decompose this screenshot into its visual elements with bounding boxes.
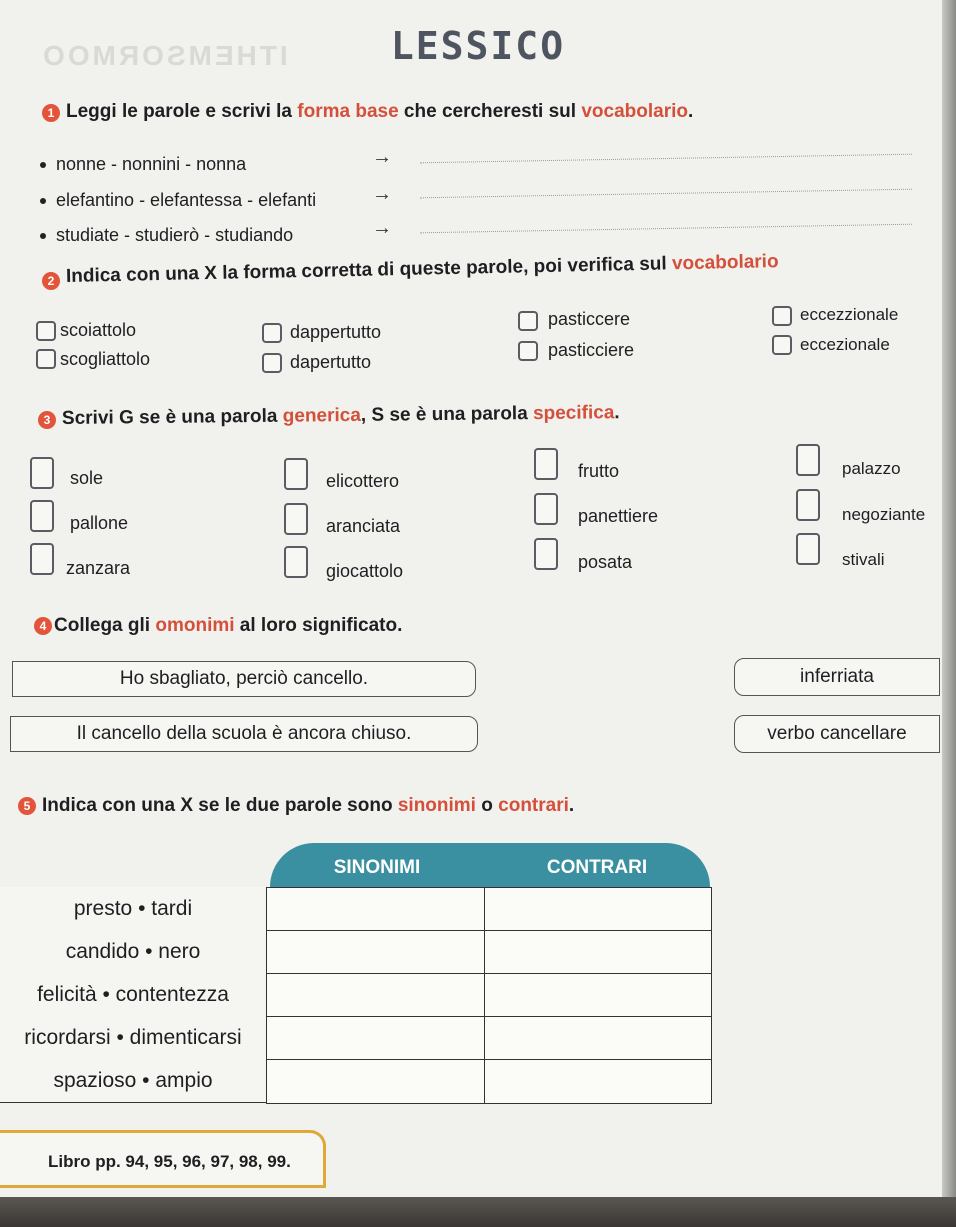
arrow-icon: → (372, 183, 392, 205)
word-pallone: pallone (70, 513, 129, 533)
checkbox-dapertutto[interactable] (262, 353, 282, 373)
page-edge (942, 0, 956, 1227)
word-frutto: frutto (578, 461, 620, 481)
checkbox-pasticcere[interactable] (518, 311, 538, 331)
word-panettiere: panettiere (578, 506, 659, 526)
checkbox-dappertutto[interactable] (262, 323, 282, 343)
word-giocattolo: giocattolo (326, 561, 404, 581)
cell-contrari-3[interactable] (484, 973, 712, 1018)
book-pages-note: Libro pp. 94, 95, 96, 97, 98, 99. (0, 1130, 326, 1188)
option-eccezionale: eccezionale (800, 335, 890, 354)
bleed-through-text: ITHEMSORMOO (40, 40, 288, 71)
exercise-4-instruction: Collega gli omonimi al loro significato. (54, 615, 403, 636)
arrow-icon: → (372, 217, 392, 239)
exercise-3-instruction: Scrivi G se è una parola generica, S se è una parola specifica. (61, 402, 620, 429)
option-dapertutto: dapertutto (290, 352, 372, 372)
word-sole: sole (70, 468, 104, 488)
cell-contrari-5[interactable] (484, 1059, 712, 1104)
meaning-inferriata[interactable]: inferriata (734, 658, 940, 696)
cell-sinonimi-5[interactable] (266, 1059, 486, 1104)
word-aranciata: aranciata (326, 516, 401, 536)
box-zanzara[interactable] (30, 543, 54, 575)
exercise-1-number: 1 (42, 104, 60, 122)
sentence-1[interactable]: Ho sbagliato, perciò cancello. (12, 661, 476, 697)
option-scoiattolo: scoiattolo (60, 320, 137, 340)
exercise-2-number: 2 (42, 272, 60, 290)
cell-sinonimi-1[interactable] (266, 887, 486, 932)
column-header-sinonimi: SINONIMI (270, 843, 484, 887)
box-palazzo[interactable] (796, 444, 820, 476)
meaning-verbo-cancellare[interactable]: verbo cancellare (734, 715, 940, 753)
checkbox-scoiattolo[interactable] (36, 321, 56, 341)
box-negoziante[interactable] (796, 489, 820, 521)
word-negoziante: negoziante (842, 505, 926, 524)
sentence-2[interactable]: Il cancello della scuola è ancora chiuso. (10, 716, 478, 752)
pair-row-3: felicità • contentezza (0, 973, 266, 1017)
option-scogliattolo: scogliattolo (60, 349, 151, 369)
pair-row-5: spazioso • ampio (0, 1059, 266, 1103)
floor-strip (0, 1197, 956, 1227)
box-stivali[interactable] (796, 533, 820, 565)
box-frutto[interactable] (534, 448, 558, 480)
pair-row-4: ricordarsi • dimenticarsi (0, 1016, 266, 1060)
exercise-5-instruction: Indica con una X se le due parole sono sinonimi o contrari. (42, 795, 575, 816)
box-panettiere[interactable] (534, 493, 558, 525)
checkbox-scogliattolo[interactable] (36, 349, 56, 369)
cell-contrari-2[interactable] (484, 930, 712, 975)
option-eccezzionale: eccezzionale (800, 305, 899, 324)
box-posata[interactable] (534, 538, 558, 570)
cell-sinonimi-2[interactable] (266, 930, 486, 975)
exercise-5-number: 5 (18, 797, 36, 815)
cell-contrari-1[interactable] (484, 887, 712, 932)
box-elicottero[interactable] (284, 458, 308, 490)
option-pasticcere: pasticcere (548, 309, 631, 329)
cell-sinonimi-3[interactable] (266, 973, 486, 1018)
pair-row-1: presto • tardi (0, 887, 266, 931)
cell-sinonimi-4[interactable] (266, 1016, 486, 1061)
page-title: LESSICO (390, 24, 566, 68)
ex1-item-1: nonne - nonnini - nonna (56, 154, 247, 174)
box-pallone[interactable] (30, 500, 54, 532)
ex1-item-3: studiate - studierò - studiando (56, 225, 294, 245)
word-palazzo: palazzo (842, 459, 901, 478)
cell-contrari-4[interactable] (484, 1016, 712, 1061)
word-stivali: stivali (842, 550, 885, 569)
exercise-1-instruction: Leggi le parole e scrivi la forma base che cercheresti sul vocabolario. (66, 101, 694, 122)
ex1-item-2: elefantino - elefantessa - elefanti (56, 190, 317, 210)
word-elicottero: elicottero (326, 471, 400, 491)
box-giocattolo[interactable] (284, 546, 308, 578)
box-sole[interactable] (30, 457, 54, 489)
exercise-3-number: 3 (38, 411, 56, 429)
column-header-contrari: CONTRARI (484, 843, 710, 887)
word-posata: posata (578, 552, 633, 572)
option-pasticciere: pasticciere (548, 340, 635, 360)
checkbox-pasticciere[interactable] (518, 341, 538, 361)
option-dappertutto: dappertutto (290, 322, 382, 342)
word-zanzara: zanzara (66, 558, 131, 578)
checkbox-eccezionale[interactable] (772, 335, 792, 355)
exercise-2-instruction: Indica con una X la forma corretta di queste parole, poi verifica sul vocabolario (65, 251, 779, 287)
exercise-4-number: 4 (34, 617, 52, 635)
pair-row-2: candido • nero (0, 930, 266, 974)
arrow-icon: → (372, 146, 392, 168)
checkbox-eccezzionale[interactable] (772, 306, 792, 326)
box-aranciata[interactable] (284, 503, 308, 535)
